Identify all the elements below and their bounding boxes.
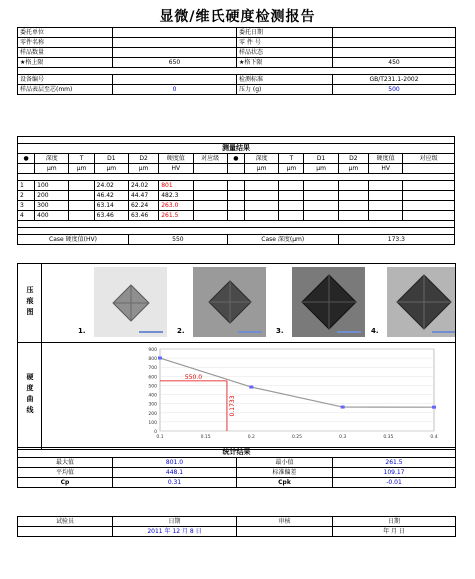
d1-cell: 46.42 (94, 191, 128, 201)
d1-cell: 63.46 (94, 211, 128, 221)
results-unit-row (18, 164, 455, 174)
x-tick-label: 0.25 (291, 435, 303, 440)
col-header: 对应级 (403, 154, 455, 164)
case-hardness-value: 550 (128, 235, 227, 245)
indent-diamond-icon (292, 267, 365, 337)
row-index: 1 (18, 181, 35, 191)
signature-table (17, 516, 456, 537)
load-value: 500 (333, 85, 456, 95)
y-tick-label: 100 (148, 420, 157, 426)
reviewer-label: 审核 (237, 517, 333, 527)
y-tick-label: 600 (148, 375, 157, 381)
y-tick-label: 0 (154, 430, 157, 435)
unit-cell: μm (244, 164, 278, 174)
y-tick-label: 800 (148, 357, 157, 363)
info-label: 检测标准 (237, 75, 333, 85)
table-row (18, 211, 455, 221)
unit-cell: μm (279, 164, 304, 174)
unit-cell: HV (369, 164, 403, 174)
stat-label: 最大值 (18, 458, 113, 468)
date-label: 日期 (333, 517, 456, 527)
y-tick-label: 900 (148, 348, 157, 353)
col-header: D1 (304, 154, 338, 164)
info-label: 委托单位 (18, 28, 113, 38)
hardness-cell: 263.0 (159, 201, 193, 211)
col-header: T (279, 154, 304, 164)
upper-limit-value: 650 (113, 58, 237, 68)
t-cell (69, 211, 94, 221)
unit-cell (18, 164, 35, 174)
col-header: 深度 (244, 154, 278, 164)
info-label: 零 件 号 (237, 38, 333, 48)
unit-cell: μm (35, 164, 69, 174)
d2-cell: 62.24 (128, 201, 158, 211)
d1-cell: 63.14 (94, 201, 128, 211)
d2-cell: 24.02 (128, 181, 158, 191)
col-header: 对应级 (193, 154, 227, 164)
unit-cell: μm (94, 164, 128, 174)
case-depth-value: 173.3 (338, 235, 454, 245)
unit-cell: HV (159, 164, 193, 174)
y-tick-label: 400 (148, 393, 157, 399)
col-header: ● (18, 154, 35, 164)
indent-diamond-icon (94, 267, 167, 337)
grade-cell (193, 181, 227, 191)
info-label: ★格下限 (237, 58, 333, 68)
stats-row (18, 458, 456, 468)
col-header: D1 (94, 154, 128, 164)
stats-heading: 统计结果 (18, 448, 456, 458)
case-hardness-label: Case 硬度值(HV) (18, 235, 129, 245)
y-tick-label: 700 (148, 366, 157, 372)
depth-value: 0 (113, 85, 237, 95)
depth-cell: 300 (35, 201, 69, 211)
stat-value: 0.31 (113, 478, 237, 488)
indent-diamond-icon (193, 267, 266, 337)
col-header: D2 (128, 154, 158, 164)
info-value (113, 28, 237, 38)
table-row (18, 201, 455, 211)
depth-cell: 100 (35, 181, 69, 191)
x-tick-label: 0.1 (156, 435, 164, 440)
info-label: ★格上限 (18, 58, 113, 68)
stat-label: 标准偏差 (237, 468, 333, 478)
stat-label: Cpk (237, 478, 333, 488)
col-header: D2 (338, 154, 368, 164)
results-header-row (18, 154, 455, 164)
unit-cell: μm (338, 164, 368, 174)
col-header: ● (227, 154, 244, 164)
row-index: 3 (18, 201, 35, 211)
data-point (341, 406, 345, 409)
stat-value: -0.01 (333, 478, 456, 488)
info-value (333, 28, 456, 38)
unit-cell (227, 164, 244, 174)
tester-value (18, 527, 113, 537)
y-tick-label: 500 (148, 384, 157, 390)
lower-limit-value: 450 (333, 58, 456, 68)
x-tick-label: 0.4 (430, 435, 438, 440)
x-tick-label: 0.15 (200, 435, 211, 440)
t-cell (69, 201, 94, 211)
info-label: 压力 (g) (237, 85, 333, 95)
table-row (18, 181, 455, 191)
indent-image-4 (371, 267, 456, 337)
image-tag: 4. (371, 327, 379, 335)
t-cell (69, 191, 94, 201)
info-value (113, 38, 237, 48)
hardness-cell: 801 (159, 181, 193, 191)
unit-cell (403, 164, 455, 174)
stat-label: 平均值 (18, 468, 113, 478)
hardness-chart-cell (42, 343, 456, 450)
review-date-value: 年 月 日 (333, 527, 456, 537)
grade-cell (193, 211, 227, 221)
row-index: 2 (18, 191, 35, 201)
info-label: 设备编号 (18, 75, 113, 85)
info-row (18, 38, 456, 48)
depth-cell: 400 (35, 211, 69, 221)
d1-cell: 24.02 (94, 181, 128, 191)
stat-value: 261.5 (333, 458, 456, 468)
info-value (113, 48, 237, 58)
grade-cell (193, 201, 227, 211)
indent-image-3 (276, 267, 365, 337)
indent-images (42, 264, 456, 343)
info-row (18, 48, 456, 58)
signature-label-row (18, 517, 456, 527)
t-cell (69, 181, 94, 191)
x-tick-label: 0.35 (383, 435, 394, 440)
reviewer-value (237, 527, 333, 537)
stat-label: 最小值 (237, 458, 333, 468)
stat-value: 801.0 (113, 458, 237, 468)
standard-value: GB/T231.1-2002 (333, 75, 456, 85)
info-value (113, 75, 237, 85)
col-header: 深度 (35, 154, 69, 164)
results-heading: 测量结果 (18, 144, 455, 154)
info-label: 样品状态 (237, 48, 333, 58)
test-date-value: 2011 年 12 月 8 日 (113, 527, 237, 537)
plot-area (160, 349, 434, 431)
info-label: 委托日期 (237, 28, 333, 38)
hardness-cell: 261.5 (159, 211, 193, 221)
indent-image-2 (177, 267, 266, 337)
d2-cell: 63.46 (128, 211, 158, 221)
unit-cell: μm (128, 164, 158, 174)
table-row (18, 191, 455, 201)
report-title: 显微/维氏硬度检测报告 (159, 9, 316, 25)
stat-value: 109.17 (333, 468, 456, 478)
tester-label: 试验员 (18, 517, 113, 527)
unit-cell: μm (69, 164, 94, 174)
info-table (17, 27, 456, 95)
hardness-chart (126, 343, 446, 447)
x-tick-label: 0.3 (339, 435, 347, 440)
d2-cell: 44.47 (128, 191, 158, 201)
stats-table (17, 447, 456, 488)
stats-row (18, 468, 456, 478)
info-value (333, 38, 456, 48)
stat-label: Cp (18, 478, 113, 488)
image-tag: 1. (78, 327, 86, 335)
indent-image-1 (78, 267, 167, 337)
figures-table (17, 263, 456, 450)
row-index: 4 (18, 211, 35, 221)
stats-row (18, 478, 456, 488)
case-hardness-annotation: 550.0 (184, 373, 203, 381)
unit-cell: μm (304, 164, 338, 174)
indent-diamond-icon (387, 267, 456, 337)
info-label: 样品表层至芯(mm) (18, 85, 113, 95)
info-row (18, 28, 456, 38)
y-tick-label: 300 (148, 402, 157, 408)
data-point (432, 406, 436, 409)
info-row (18, 75, 456, 85)
col-header: 硬度值 (159, 154, 193, 164)
col-header: T (69, 154, 94, 164)
x-tick-label: 0.2 (247, 435, 255, 440)
data-point (249, 386, 253, 389)
data-point (158, 357, 162, 360)
grade-cell (193, 191, 227, 201)
info-row (18, 85, 456, 95)
info-label: 样品数量 (18, 48, 113, 58)
case-depth-annotation: 0.1733 (228, 395, 236, 417)
images-label: 压痕图 (26, 285, 34, 319)
unit-cell (193, 164, 227, 174)
depth-cell: 200 (35, 191, 69, 201)
stat-value: 448.1 (113, 468, 237, 478)
y-tick-label: 200 (148, 411, 157, 417)
hardness-cell: 482.3 (159, 191, 193, 201)
info-row (18, 58, 456, 68)
case-depth-label: Case 深度(μm) (227, 235, 338, 245)
col-header: 硬度值 (369, 154, 403, 164)
image-tag: 3. (276, 327, 284, 335)
info-value (333, 48, 456, 58)
info-label: 零件名称 (18, 38, 113, 48)
date-label: 日期 (113, 517, 237, 527)
signature-value-row (18, 527, 456, 537)
chart-label: 硬度曲线 (26, 373, 34, 417)
case-summary-row (18, 235, 455, 245)
image-tag: 2. (177, 327, 185, 335)
results-table (17, 136, 455, 245)
